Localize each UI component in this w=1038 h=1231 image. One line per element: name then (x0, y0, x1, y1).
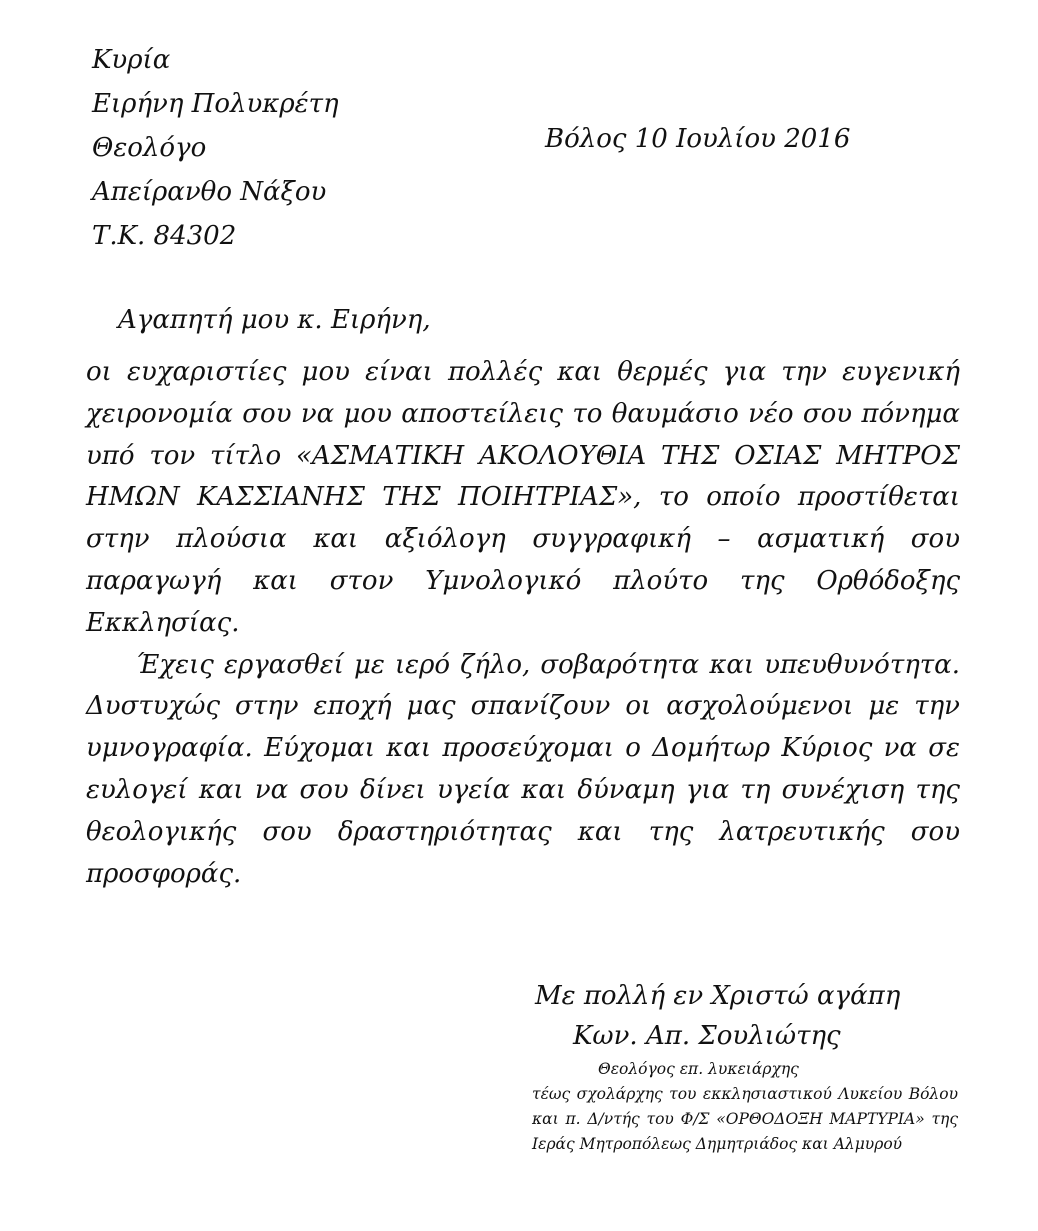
signoff-block (535, 976, 900, 1056)
closing-line: Με πολλή εν Χριστώ αγάπη (535, 981, 901, 1011)
letter-date: Βόλος 10 Ιουλίου 2016 (545, 124, 851, 154)
signatory-name: Κων. Απ. Σουλιώτης (573, 1021, 841, 1051)
credentials-details: τέως σχολάρχης του εκκλησιαστικού Λυκείου Βόλου και π. Δ/ντής του Φ/Σ «ΟΡΘΟΔΟΞΗ ΜΑΡΤΥΡΙΑ» της Ιεράς Μητροπόλεως Δημητριάδος και Αλμυρού (532, 1085, 958, 1153)
body-paragraph-1: οι ευχαριστίες μου είναι πολλές και θερμές για την ευγενική χειρονομία σου να μου αποστείλεις το θαυμάσιο νέο σου πόνημα υπό τον τίτλο «ΑΣΜΑΤΙΚΗ ΑΚΟΛΟΥΘΙΑ ΤΗΣ ΟΣΙΑΣ ΜΗΤΡΟΣ ΗΜΩΝ ΚΑΣΣΙΑΝΗΣ ΤΗΣ ΠΟΙΗΤΡΙΑΣ», το οποίο προστίθεται στην πλούσια και αξιόλογη συγγραφική – ασματική σου παραγωγή και στον Υμνολογικό πλούτο της Ορθόδοξης Εκκλησίας. (86, 357, 960, 638)
recipient-location: Απείρανθο Νάξου (92, 177, 327, 207)
salutation: Αγαπητή μου κ. Ειρήνη, (118, 305, 431, 335)
recipient-address-block (92, 38, 339, 258)
recipient-name: Ειρήνη Πολυκρέτη (92, 89, 339, 119)
recipient-postal-code: Τ.Κ. 84302 (92, 221, 237, 251)
recipient-title: Κυρία (92, 45, 171, 75)
signatory-credentials (532, 1057, 958, 1157)
body-paragraph-2: Έχεις εργασθεί με ιερό ζήλο, σοβαρότητα και υπευθυνότητα. Δυστυχώς στην εποχή μας σπανίζουν οι ασχολούμενοι με την υμνογραφία. Εύχομαι και προσεύχομαι ο Δομήτωρ Κύριος να σε ευλογεί και να σου δίνει υγεία και δύναμη για τη συνέχιση της θεολογικής σου δραστηριότητας και της λατρευτικής σου προσφοράς. (86, 649, 960, 889)
credentials-line-1: Θεολόγος επ. λυκειάρχης (598, 1060, 799, 1078)
letter-body (86, 352, 960, 895)
recipient-profession: Θεολόγο (92, 133, 207, 163)
